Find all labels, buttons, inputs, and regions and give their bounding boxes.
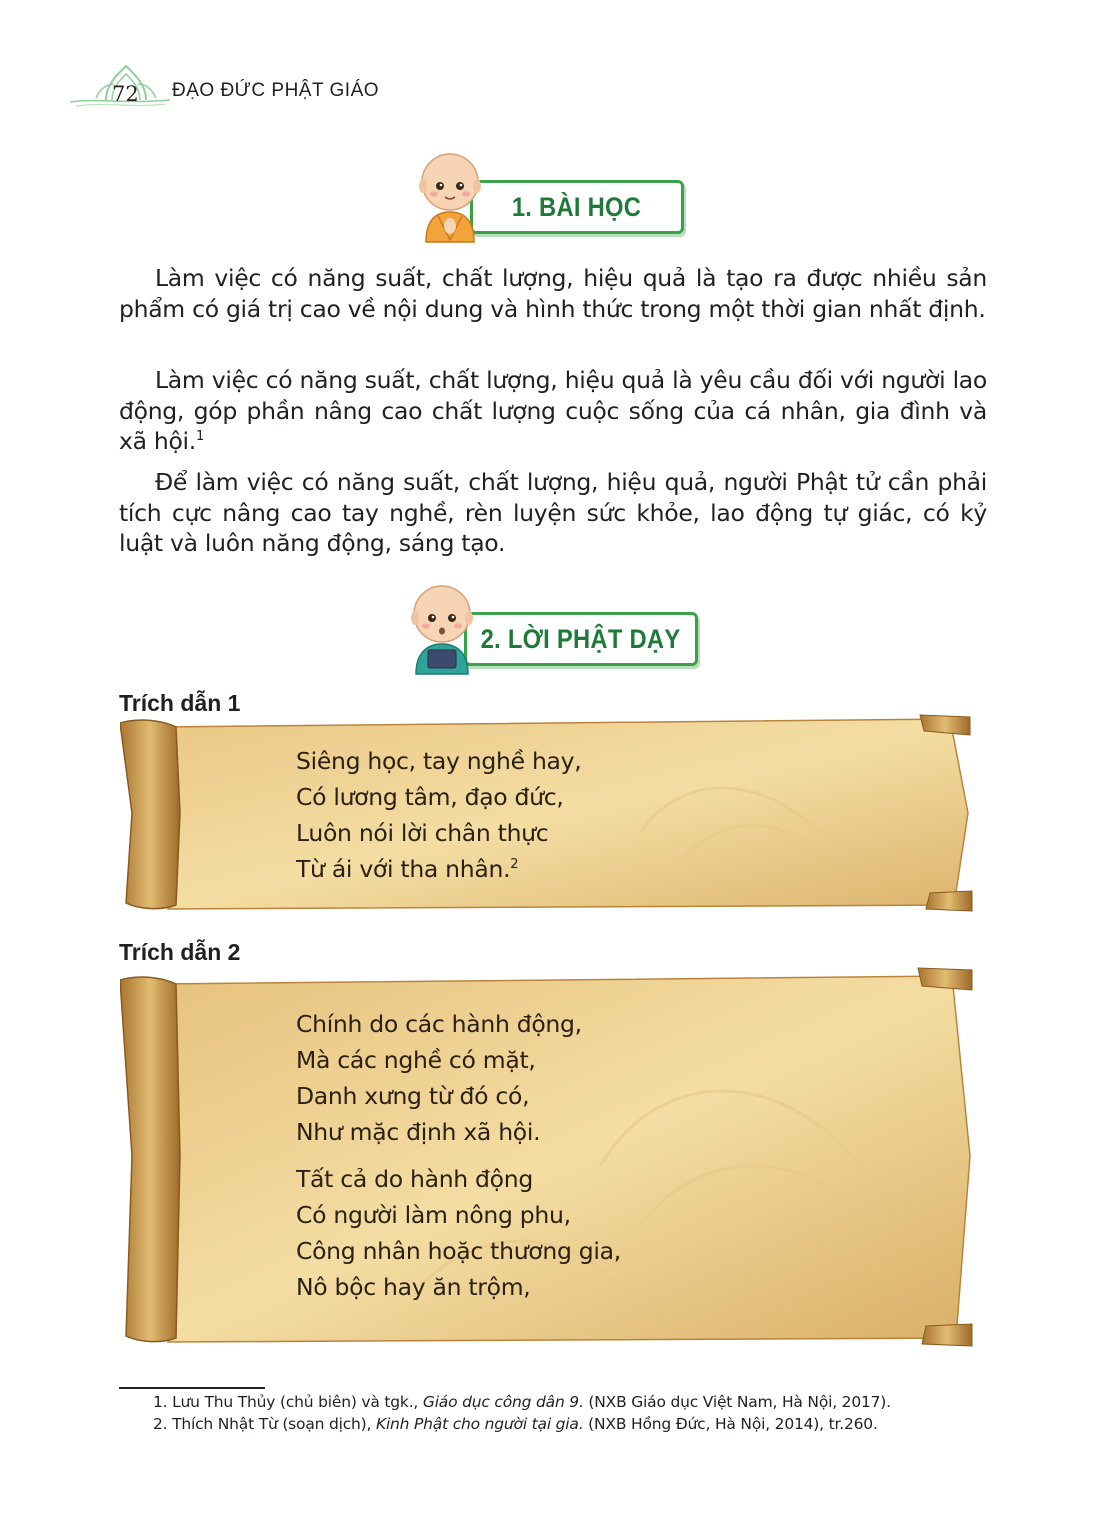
quote-2-label: Trích dẫn 2 [119, 939, 241, 965]
verse-line: Siêng học, tay nghề hay, [296, 747, 582, 775]
quote-1-scroll [120, 713, 976, 913]
page-number: 72 [112, 82, 139, 106]
footnotes [153, 1391, 891, 1435]
verse-line: Nô bộc hay ăn trộm, [296, 1273, 531, 1301]
verse-line: Như mặc định xã hội. [296, 1118, 541, 1146]
section-2-title: 2. LỜI PHẬT DẠY [481, 623, 681, 654]
quote-1-verse [296, 743, 581, 887]
paragraph-1: Làm việc có năng suất, chất lượng, hiệu quả là tạo ra được nhiều sản phẩm có giá trị cao về nội dung và hình thức trong một thời gian nhất định. [119, 264, 987, 323]
section-1-title: 1. BÀI HỌC [512, 191, 642, 222]
footnote-ref-1[interactable]: 1 [195, 429, 204, 445]
paragraph-2: Làm việc có năng suất, chất lượng, hiệu quả là yêu cầu đối với người lao động, góp phần nâng cao chất lượng cuộc sống của cá nhân, gia đình và xã hội.$^1$ [119, 366, 987, 455]
quote-2-scroll [120, 966, 976, 1348]
verse-line: Công nhân hoặc thương gia, [296, 1237, 621, 1265]
verse-line: Danh xưng từ đó có, [296, 1082, 530, 1110]
quote-2-stanza-1 [296, 1006, 582, 1150]
section-1-banner [418, 150, 688, 250]
verse-line: Có người làm nông phu, [296, 1201, 571, 1229]
verse-line: Từ ái với tha nhân.$^2$ [296, 855, 519, 883]
book-title: ĐẠO ĐỨC PHẬT GIÁO [172, 80, 380, 101]
section-2-banner [410, 582, 700, 682]
footnote-ref-2[interactable]: 2 [510, 857, 519, 873]
monk-praying-icon [418, 150, 482, 248]
verse-line: Tất cả do hành động [296, 1165, 533, 1193]
footnote-1: 1. Lưu Thu Thủy (chủ biên) và tgk., Giáo dục công dân 9. (NXB Giáo dục Việt Nam, Hà Nội, 2017). [153, 1393, 891, 1411]
quote-2-stanza-2 [296, 1161, 621, 1305]
footnote-2: 2. Thích Nhật Từ (soạn dịch), Kinh Phật cho người tại gia. (NXB Hồng Đức, Hà Nội, 2014), tr.260. [153, 1415, 878, 1433]
verse-line: Mà các nghề có mặt, [296, 1046, 536, 1074]
verse-line: Chính do các hành động, [296, 1010, 582, 1038]
verse-line: Có lương tâm, đạo đức, [296, 783, 564, 811]
page-header [66, 62, 386, 122]
quote-1-label: Trích dẫn 1 [119, 690, 241, 716]
monk-reading-icon [410, 582, 474, 680]
verse-line: Luôn nói lời chân thực [296, 819, 549, 847]
footnote-divider [119, 1387, 265, 1389]
paragraph-3: Để làm việc có năng suất, chất lượng, hiệu quả, người Phật tử cần phải tích cực nâng cao tay nghề, rèn luyện sức khỏe, lao động tự giác, có kỷ luật và luôn năng động, sáng tạo. [119, 468, 987, 557]
